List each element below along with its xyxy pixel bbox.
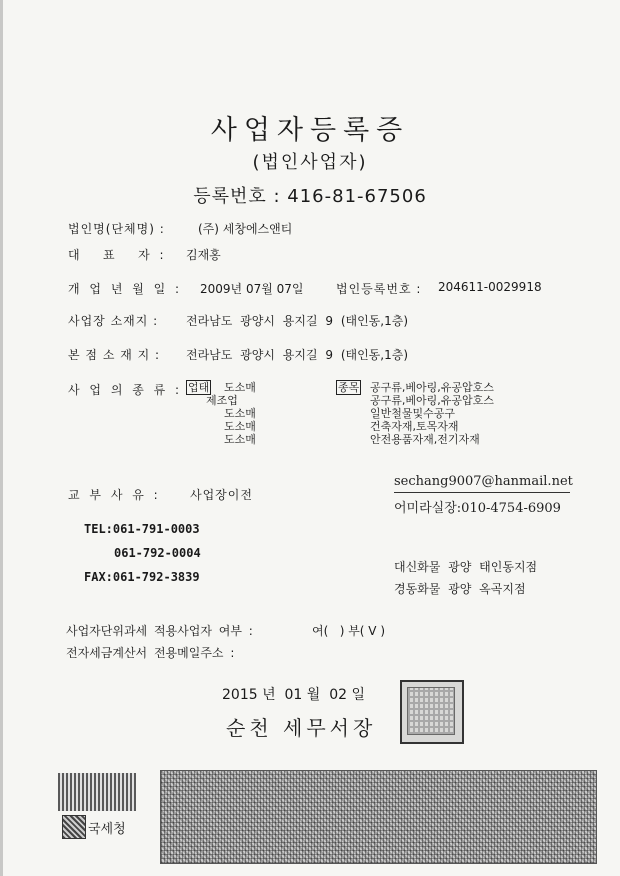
- jongmok-item: 일반철물및수공구: [370, 407, 456, 420]
- business-type-label: 사 업 의 종 류 :: [68, 383, 183, 397]
- uptae-item: 도소매: [224, 433, 256, 446]
- uptae-item: 제조업: [206, 394, 238, 407]
- uptae-item: 도소매: [224, 407, 256, 420]
- hq-address-label: 본 점 소 재 지 :: [68, 348, 161, 362]
- registration-number: 등록번호 : 416-81-67506: [193, 186, 427, 207]
- tax-office: 순천 세무서장: [226, 716, 377, 740]
- jongmok-item: 건축자재,토목자재: [370, 420, 459, 433]
- hq-address: 전라남도 광양시 용지길 9 (태인동,1층): [186, 348, 408, 362]
- document-subtitle: (법인사업자): [252, 152, 368, 173]
- email-handwritten: sechang9007@hanmail.net: [394, 474, 573, 489]
- issue-reason-label: 교 부 사 유 :: [68, 488, 161, 502]
- corp-reg-label: 법인등록번호 :: [336, 282, 422, 296]
- tel-2: 061-792-0004: [114, 546, 201, 560]
- corp-name: (주) 세창에스앤티: [198, 222, 293, 236]
- einvoice-email-label: 전자세금계산서 전용메일주소 :: [66, 646, 235, 660]
- address-label: 사업장 소재지 :: [68, 314, 159, 328]
- issue-date: 2015 년 01 월 02 일: [222, 687, 365, 703]
- official-seal: [400, 680, 464, 744]
- courier-branch-2: 경동화물 광양 옥곡지점: [394, 582, 526, 596]
- document-code-mark: [58, 773, 136, 811]
- verification-barcode: [160, 770, 597, 864]
- representative-name: 김재홍: [186, 248, 221, 262]
- manager-contact: 어미라실장:010-4754-6909: [394, 501, 561, 516]
- tel-1: TEL:061-791-0003: [84, 522, 200, 536]
- jongmok-item: 공구류,베아링,유공압호스: [370, 381, 494, 394]
- issue-reason: 사업장이전: [190, 488, 253, 502]
- jongmok-item: 안전용품자재,전기자재: [370, 433, 480, 446]
- nts-logo-icon: [62, 815, 86, 839]
- fax-number: FAX:061-792-3839: [84, 570, 200, 584]
- corp-name-label: 법인명(단체명) :: [68, 222, 165, 236]
- uptae-item: 도소매: [224, 420, 256, 433]
- agency-name: 국세청: [88, 822, 126, 837]
- open-date: 2009년 07월 07일: [200, 282, 304, 296]
- jongmok-item: 공구류,베아링,유공압호스: [370, 394, 494, 407]
- business-address: 전라남도 광양시 용지길 9 (태인동,1층): [186, 314, 408, 328]
- corp-reg-number: 204611-0029918: [438, 280, 542, 294]
- jongmok-tag: 종목: [338, 381, 360, 394]
- open-date-label: 개 업 년 월 일 :: [68, 282, 183, 296]
- unit-tax-value: 여( ) 부( V ): [312, 624, 386, 638]
- unit-tax-label: 사업자단위과세 적용사업자 여부 :: [66, 624, 253, 638]
- uptae-item: 도소매: [224, 381, 256, 394]
- document-title: 사업자등록증: [210, 115, 410, 146]
- representative-label: 대 표 자 :: [68, 248, 167, 262]
- uptae-tag: 업태: [188, 381, 210, 394]
- email-underline: [394, 492, 570, 493]
- courier-branch-1: 대신화물 광양 태인동지점: [394, 560, 538, 574]
